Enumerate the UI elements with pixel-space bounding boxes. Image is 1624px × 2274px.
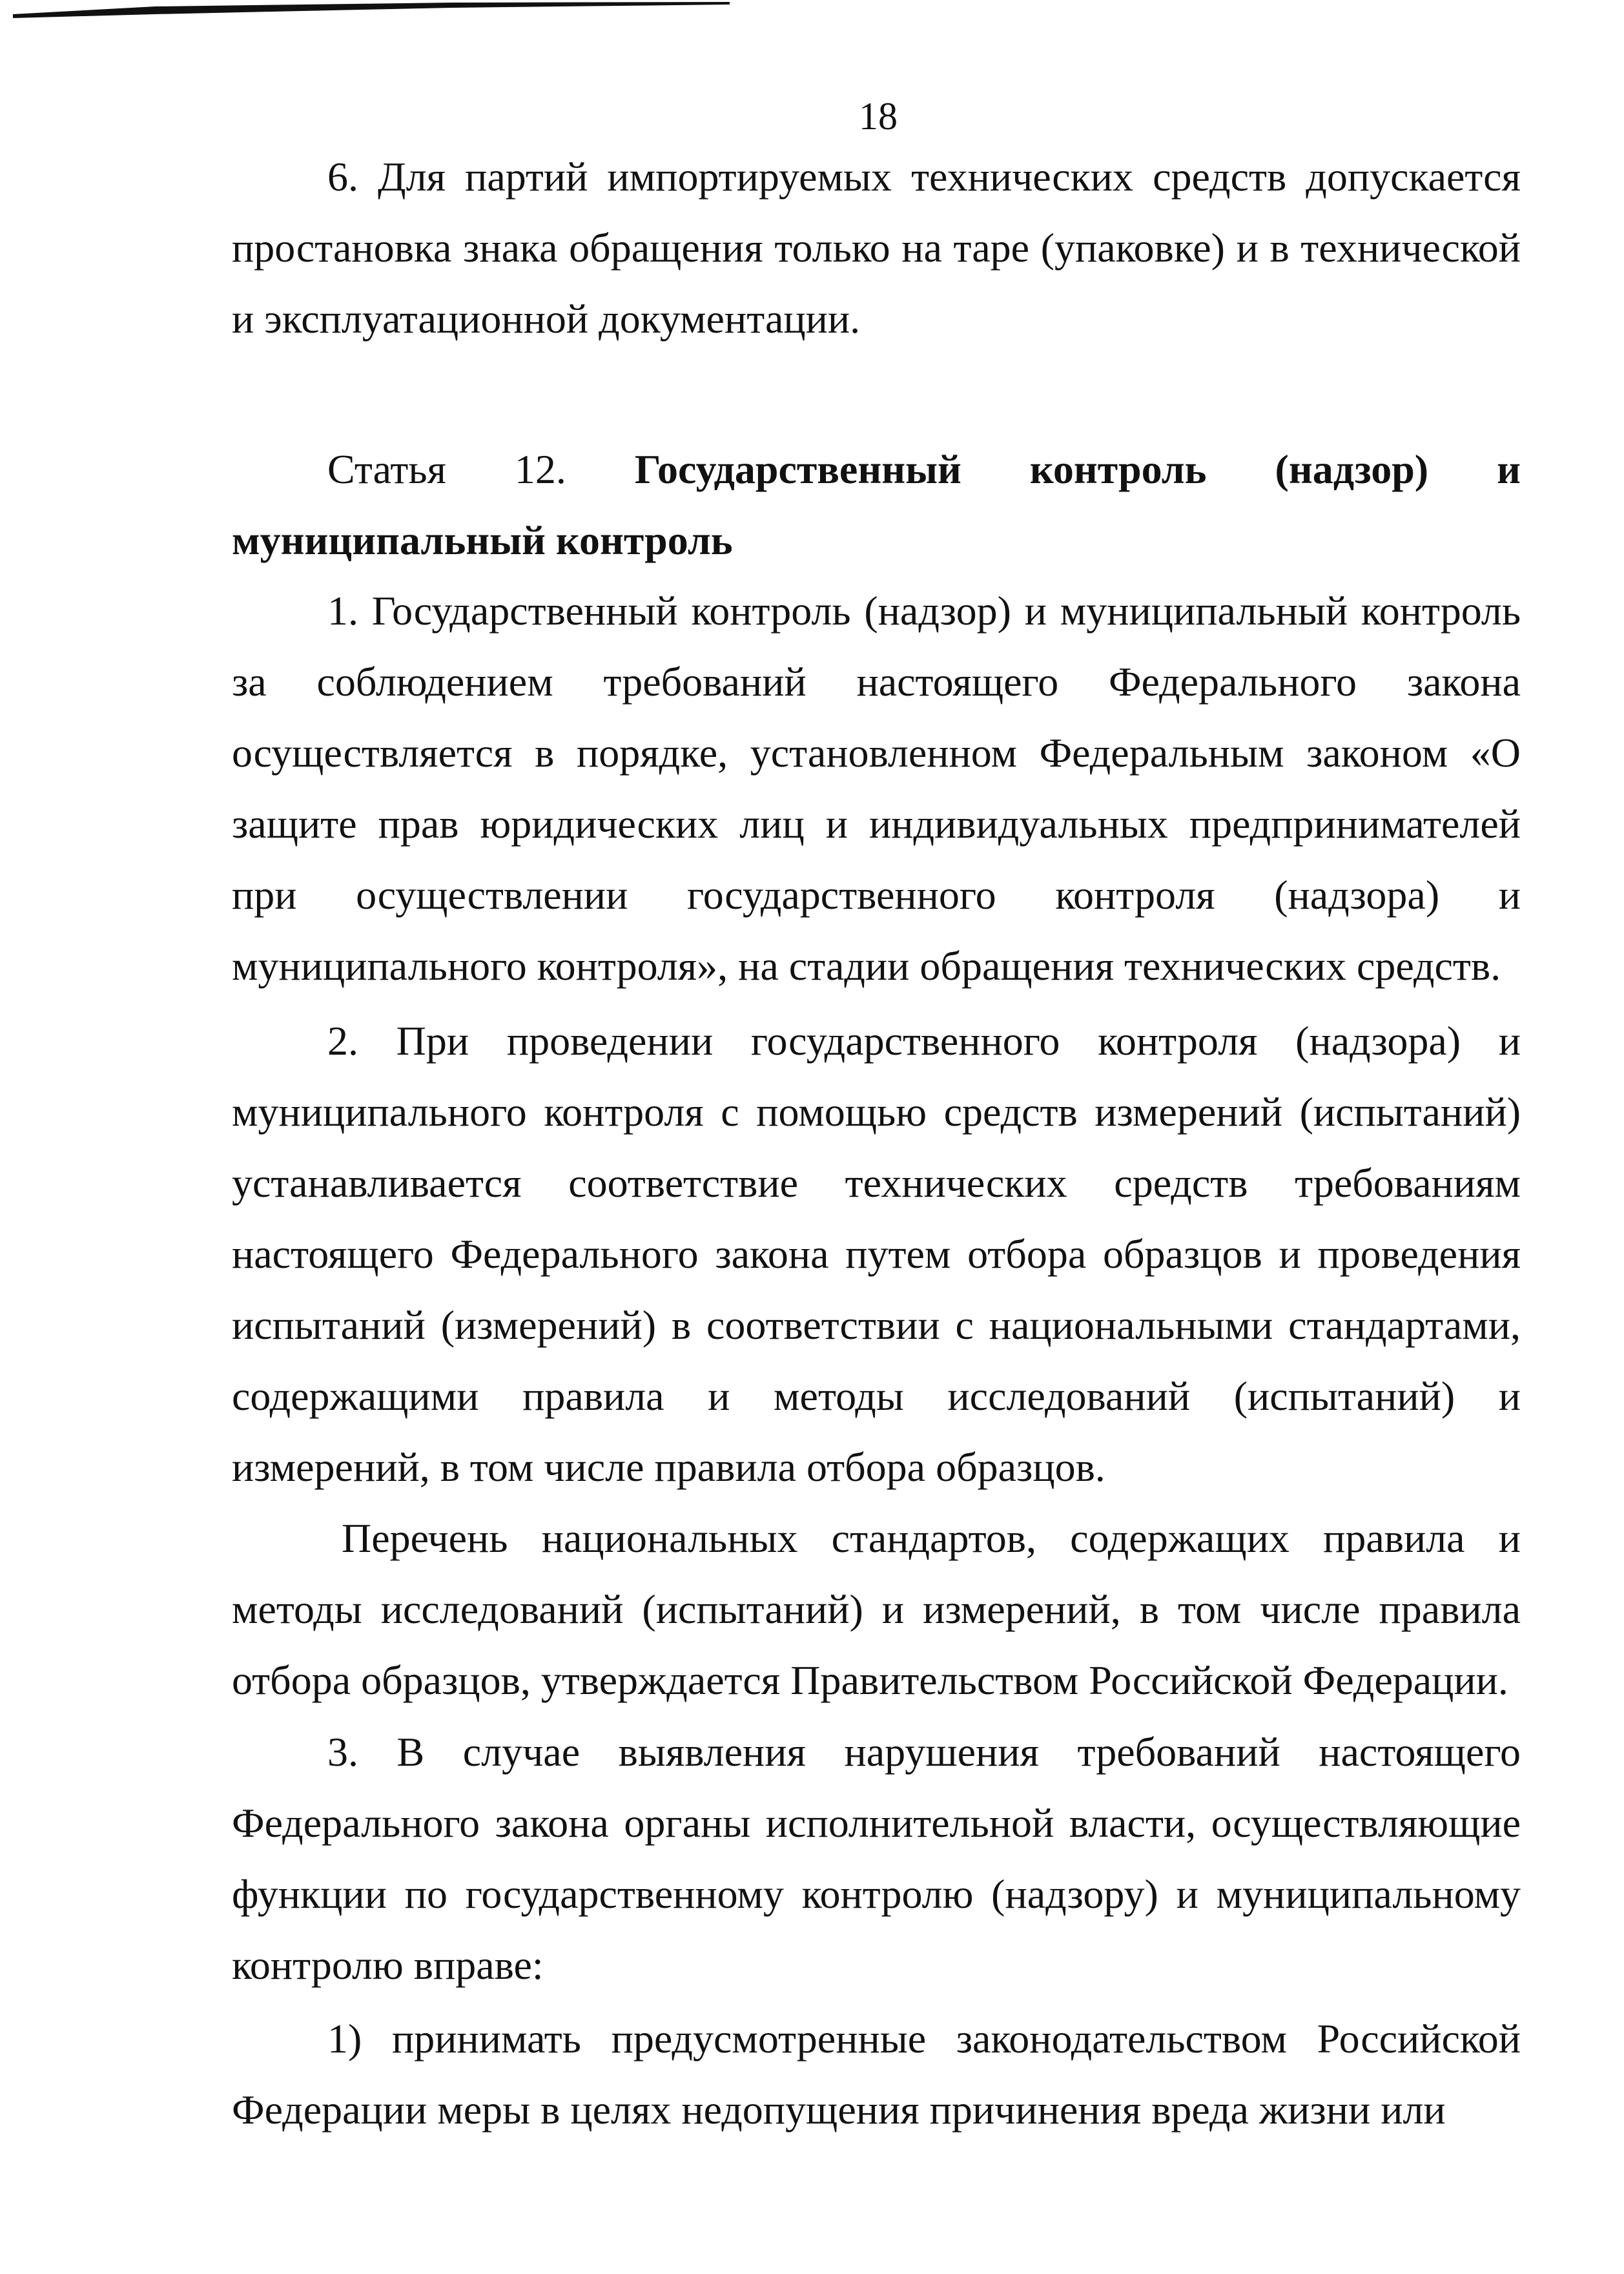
text-line: 3. В случае выявления нарушения требований настоящего xyxy=(327,1729,1521,1775)
text-line: 1. Государственный контроль (надзор) и муниципальный контроль xyxy=(327,588,1521,634)
text-line: и эксплуатационной документации. xyxy=(232,296,861,342)
text-line: содержащими правила и методы исследований (испытаний) и xyxy=(232,1373,1521,1419)
text-line: методы исследований (испытаний) и измерений, в том числе правила xyxy=(232,1586,1521,1632)
text-line: Перечень национальных стандартов, содержащих правила и xyxy=(342,1515,1521,1561)
scan-edge-bar xyxy=(0,0,775,26)
article-title-word: и xyxy=(1497,446,1521,492)
text-line: за соблюдением требований настоящего Федерального закона xyxy=(232,659,1521,705)
text-line: при осуществлении государственного контроля (надзора) и xyxy=(232,872,1521,918)
text-line: измерений, в том числе правила отбора образцов. xyxy=(232,1444,1105,1490)
paragraph-3-item-1 xyxy=(232,2003,1521,2145)
paragraph-standards-list xyxy=(232,1503,1521,1716)
paragraph-2 xyxy=(232,1006,1521,1503)
paragraph-6 xyxy=(232,141,1521,355)
text-line: контролю вправе: xyxy=(232,1942,544,1988)
article-title-line2: муниципальный контроль xyxy=(232,517,733,563)
article-title-word: контроль xyxy=(1029,446,1207,492)
text-line: муниципального контроля», на стадии обращения технических средств. xyxy=(232,943,1501,989)
article-label: Статья xyxy=(327,446,446,492)
text-line: 2. При проведении государственного контроля (надзора) и xyxy=(327,1018,1521,1064)
text-line: отбора образцов, утверждается Правительством Российской Федерации. xyxy=(232,1657,1508,1703)
text-line: простановка знака обращения только на таре (упаковке) и в технической xyxy=(232,225,1521,271)
text-line: устанавливается соответствие технических средств требованиям xyxy=(232,1160,1521,1206)
text-line: 6. Для партий импортируемых технических средств допускается xyxy=(327,154,1521,200)
text-line: Федерального закона органы исполнительной власти, осуществляющие xyxy=(232,1800,1521,1846)
article-heading xyxy=(232,434,1521,576)
text-line: осуществляется в порядке, установленном Федеральным законом «О xyxy=(232,730,1521,776)
page-number: 18 xyxy=(859,95,898,138)
article-title-word: Государственный xyxy=(634,446,961,492)
text-line: защите прав юридических лиц и индивидуальных предпринимателей xyxy=(232,801,1521,847)
text-line: испытаний (измерений) в соответствии с национальными стандартами, xyxy=(232,1302,1521,1348)
paragraph-1 xyxy=(232,575,1521,1002)
article-title-word: (надзор) xyxy=(1275,446,1429,492)
article-number: 12. xyxy=(514,446,566,492)
text-line: 1) принимать предусмотренные законодательством Российской xyxy=(327,2016,1521,2062)
paragraph-3 xyxy=(232,1717,1521,2001)
text-line: настоящего Федерального закона путем отбора образцов и проведения xyxy=(232,1231,1521,1277)
text-line: функции по государственному контролю (надзору) и муниципальному xyxy=(232,1871,1521,1917)
text-line: Федерации меры в целях недопущения причинения вреда жизни или xyxy=(232,2087,1446,2133)
text-line: муниципального контроля с помощью средств измерений (испытаний) xyxy=(232,1089,1521,1135)
